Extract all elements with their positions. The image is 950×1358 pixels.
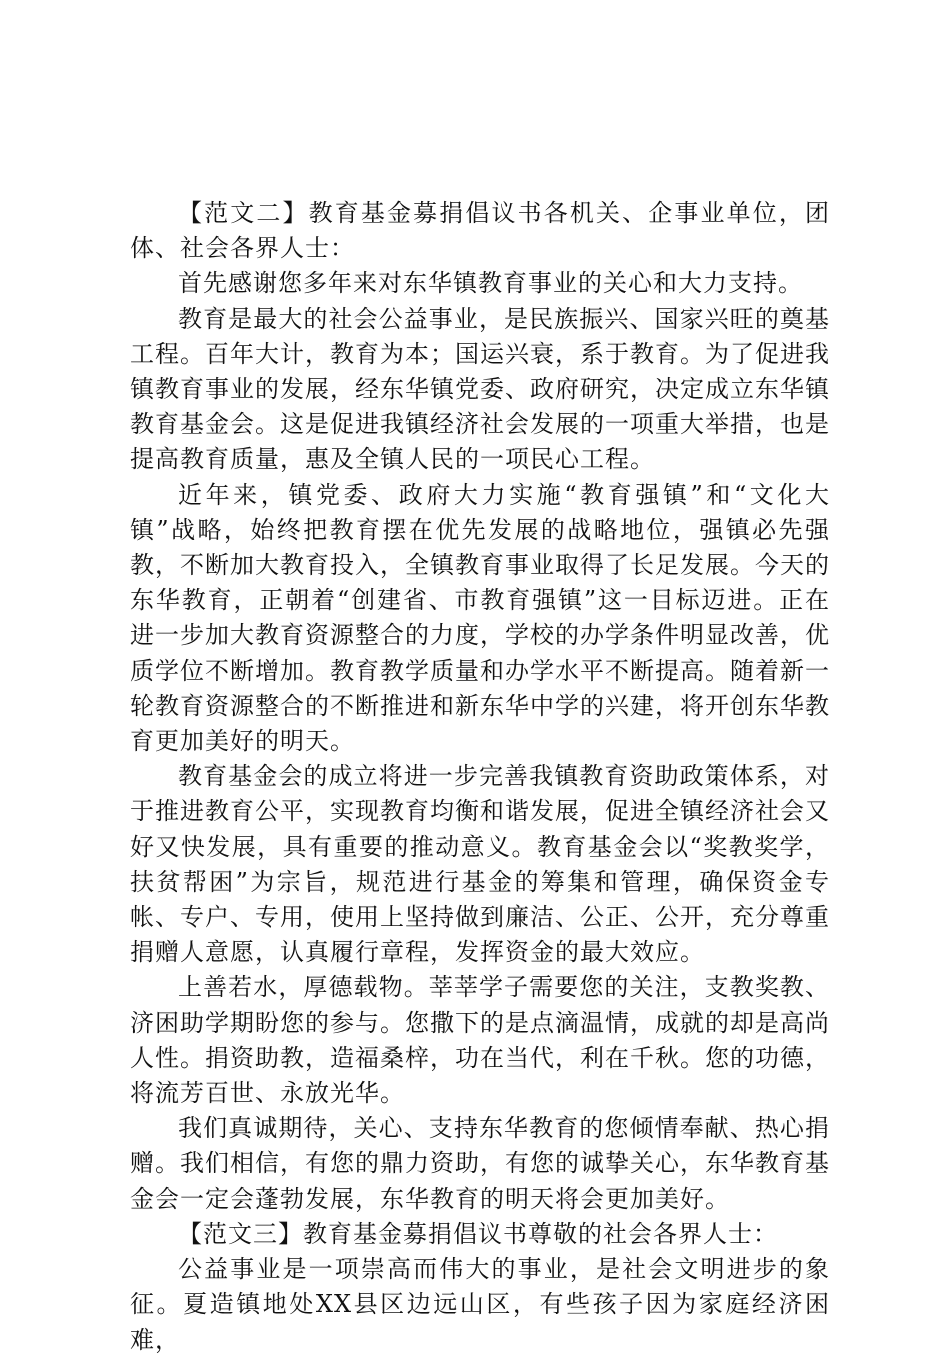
document-body (130, 196, 830, 1358)
paragraph-expectation: 我们真诚期待，关心、支持东华教育的您倾情奉献、热心捐赠。我们相信，有您的鼎力资助，有您的诚挚关心，东华教育基金会一定会蓬勃发展，东华教育的明天将会更加美好。 (130, 1114, 830, 1213)
paragraph-recent-years: 近年来，镇党委、政府大力实施“教育强镇”和“文化大镇”战略，始终把教育摆在优先发展的战略地位，强镇必先强教，不断加大教育投入，全镇教育事业取得了长足发展。今天的东华教育，正朝着“创建省、市教育强镇”这一目标迈进。正在进一步加大教育资源整合的力度，学校的办学条件明显改善，优质学位不断增加。教育教学质量和办学水平不断提高。随着新一轮教育资源整合的不断推进和新东华中学的兴建，将开创东华教育更加美好的明天。 (130, 480, 830, 756)
paragraph-thanks: 首先感谢您多年来对东华镇教育事业的关心和大力支持。 (178, 269, 803, 298)
paragraph-fanwen-san-heading: 【范文三】教育基金募捐倡议书尊敬的社会各界人士： (178, 1219, 778, 1248)
paragraph-foundation-significance: 教育基金会的成立将进一步完善我镇教育资助政策体系，对于推进教育公平，实现教育均衡和谐发展，促进全镇经济社会又好又快发展，具有重要的推动意义。教育基金会以“奖教奖学，扶贫帮困”为宗旨，规范进行基金的筹集和管理，确保资金专帐、专户、专用，使用上坚持做到廉洁、公正、公开，充分尊重捐赠人意愿，认真履行章程，发挥资金的最大效应。 (130, 762, 830, 967)
paragraph-appeal: 上善若水，厚德载物。莘莘学子需要您的关注，支教奖教、济困助学期盼您的参与。您撒下的是点滴温情，成就的却是高尚人性。捐资助教，造福桑梓，功在当代，利在千秋。您的功德，将流芳百世、永放光华。 (130, 973, 830, 1108)
paragraph-fanwen-er-heading: 【范文二】教育基金募捐倡议书各机关、企事业单位，团体、社会各界人士： (130, 199, 830, 263)
paragraph-public-welfare: 公益事业是一项崇高而伟大的事业，是社会文明进步的象征。夏造镇地处XX县区边远山区，有些孩子因为家庭经济困难， (130, 1255, 830, 1354)
paragraph-education-foundation: 教育是最大的社会公益事业，是民族振兴、国家兴旺的奠基工程。百年大计，教育为本；国运兴衰，系于教育。为了促进我镇教育事业的发展，经东华镇党委、政府研究，决定成立东华镇教育基金会。这是促进我镇经济社会发展的一项重大举措，也是提高教育质量，惠及全镇人民的一项民心工程。 (130, 304, 830, 474)
